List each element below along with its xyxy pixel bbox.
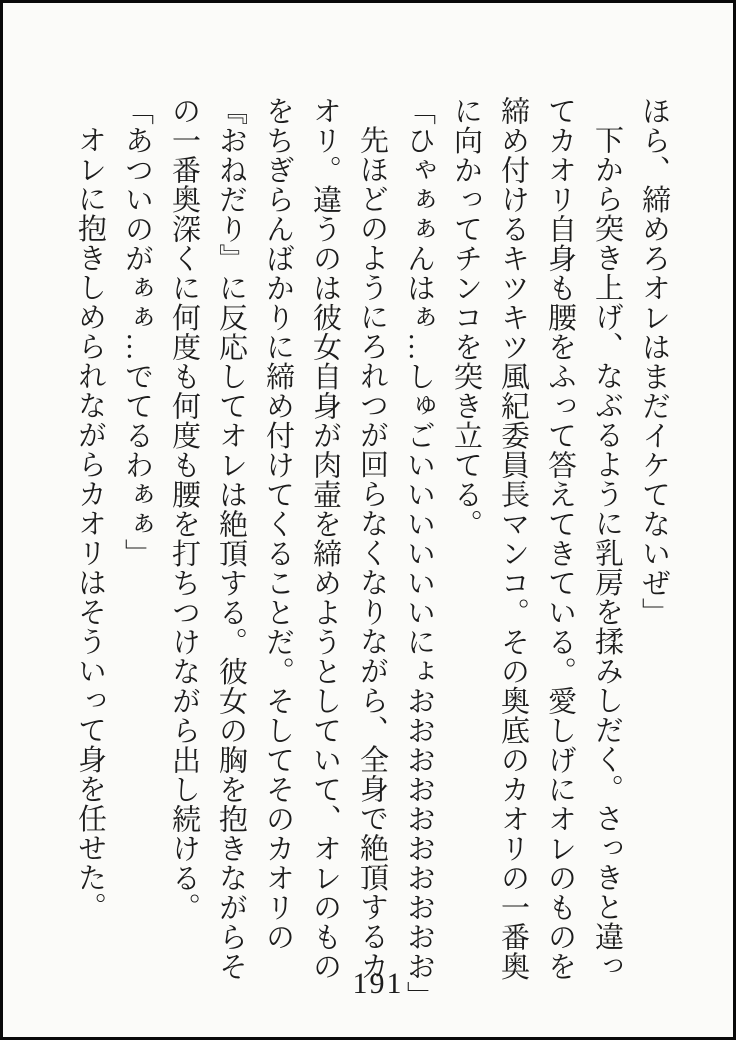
paragraph-dialogue-2: 「あついのがぁぁ…でてるわぁぁ」 (121, 96, 153, 568)
page-number: 191 (352, 967, 404, 1000)
paragraph-narration-3: オレに抱きしめられながらカオリはそういって身を任せた。 (74, 125, 106, 922)
paragraph-dialogue-1: 「ひゃぁぁんはぁ…しゅごいいいいいいにょおおおおおおおおおお」 (403, 96, 435, 1011)
vertical-text-area (66, 96, 677, 1011)
paragraph-dialogue-continuation: ほら、締めろオレはまだイケてないぜ」 (638, 96, 670, 627)
paragraph-narration-2: 先ほどのようにろれつが回らなくなりながら、全身で絶頂するカオリ。違うのは彼女自身が肉壷を締めようとしていて、オレのものをちぎらんばかりに締め付けてくることだ。そしてそのカオリの『おねだり』に反応してオレは絶頂する。彼女の胸を抱きながらその一番奥深くに何度も何度も腰を打ちつけながら出し続ける。 (168, 96, 388, 981)
paragraph-narration-1: 下から突き上げ、なぶるように乳房を揉みしだく。さっきと違ってカオリ自身も腰をふって答えてきている。愛しげにオレのものを締め付けるキツキツ風紀委員長マンコ。その奥底のカオリの一番奥に向かってチンコを突き立てる。 (450, 96, 623, 981)
